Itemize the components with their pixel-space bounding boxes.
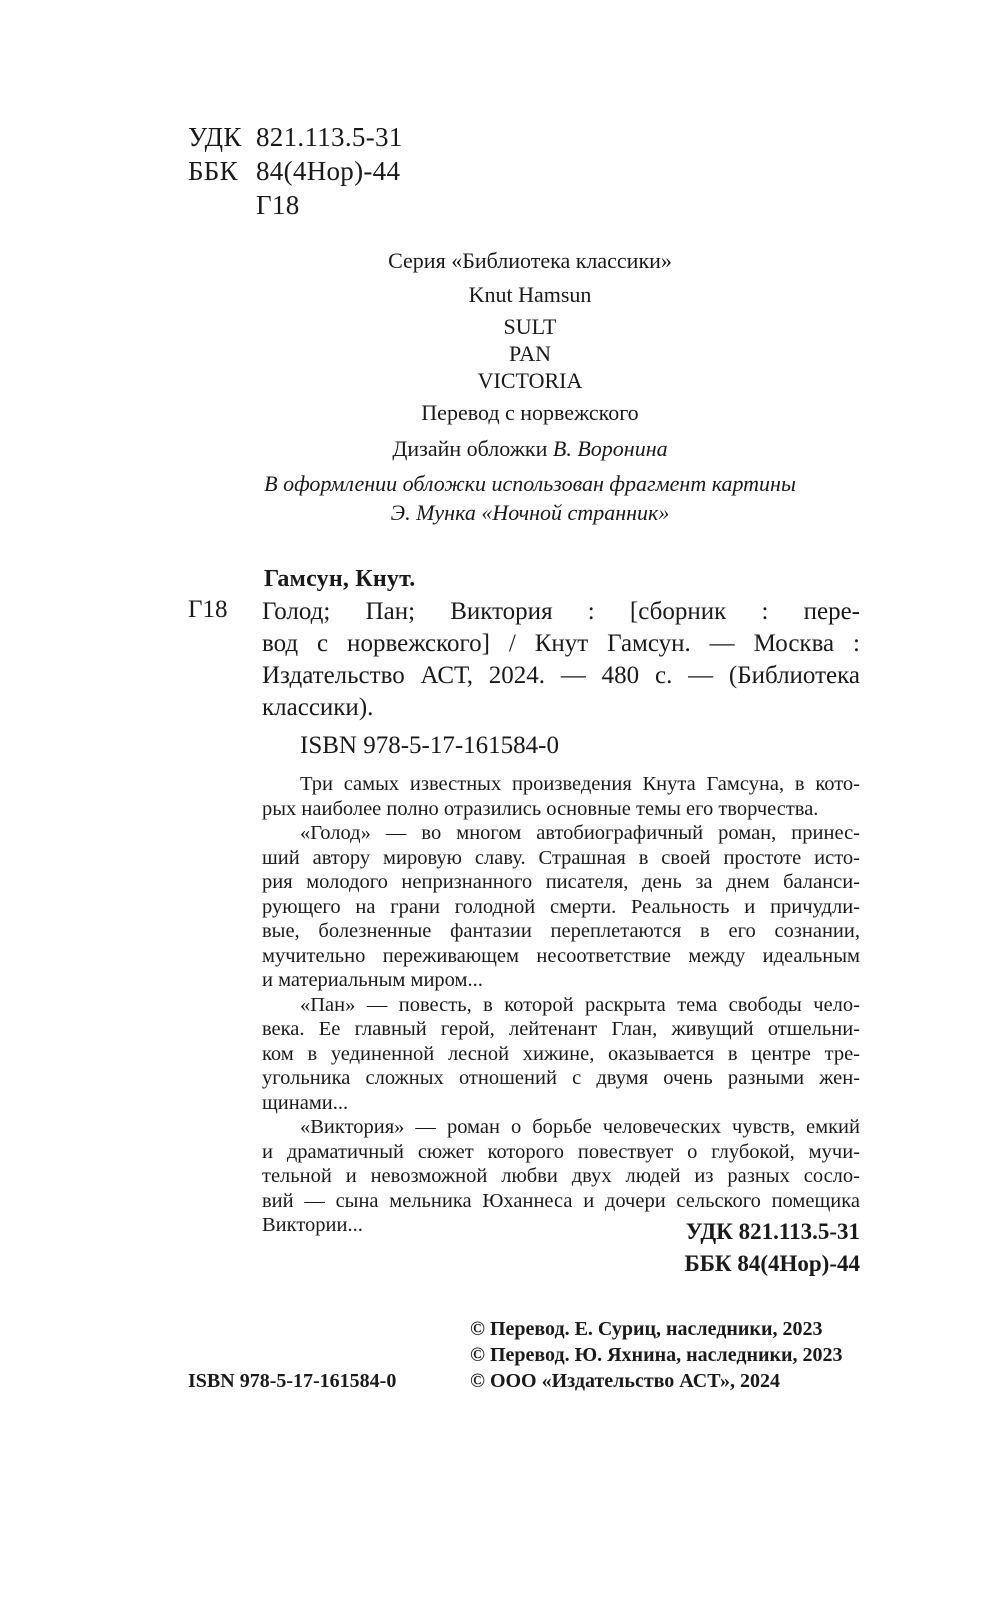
annotation-line: века. Ее главный герой, лейтенант Глан, живущий отшельни-	[262, 1018, 860, 1040]
bib-description-line: Голод; Пан; Виктория : [сборник : пере-	[262, 598, 860, 625]
annotation-line: и материальным миром...	[262, 969, 483, 991]
annotation-line: и драматичный сюжет которого повествует о глубокой, мучи-	[262, 1140, 860, 1163]
original-titles	[230, 313, 830, 394]
annotation-line: щинами...	[262, 1091, 349, 1114]
udk-row	[188, 120, 403, 154]
author-mark-top: Г18	[256, 190, 300, 220]
cover-art-note	[230, 469, 830, 527]
translation-note	[230, 400, 830, 426]
cover-design-credit	[230, 436, 830, 462]
isbn-bottom: ISBN 978-5-17-161584-0	[188, 1370, 397, 1392]
original-title: PAN	[509, 341, 551, 366]
annotation-line: Виктории...	[262, 1214, 363, 1236]
annotation-line: вий — сына мельника Юханнеса и дочери сельского помещика	[262, 1189, 860, 1212]
bib-author-mark: Г18	[188, 596, 228, 623]
annotation-line: ком в уединенной лесной хижине, оказывается в центре тре-	[262, 1042, 860, 1065]
annotation-line: Три самых известных произведения Кнута Гамсуна, в кото-	[300, 773, 860, 795]
series-title	[230, 248, 830, 274]
annotation	[262, 772, 860, 1238]
bbk-row	[188, 154, 403, 188]
bib-description-line: Издательство АСТ, 2024. — 480 с. — (Библиотека	[262, 662, 860, 689]
annotation-line: «Виктория» — роман о борьбе человеческих чувств, емкий	[300, 1116, 860, 1138]
copyright-line: © Перевод. Е. Суриц, наследники, 2023	[470, 1318, 823, 1340]
isbn-main: ISBN 978-5-17-161584-0	[300, 732, 560, 759]
cover-art-line: Э. Мунка «Ночной странник»	[390, 500, 670, 525]
bbk-value: 84(4Нор)-44	[256, 156, 401, 186]
annotation-line: тельной и невозможной любви двух людей из разных сосло-	[262, 1165, 860, 1187]
annotation-line: рия молодого непризнанного писателя, день за днем баланси-	[262, 871, 860, 893]
classification-bottom	[620, 1216, 860, 1280]
series-line: Серия «Библиотека классики»	[388, 248, 672, 273]
classification-top	[188, 120, 403, 222]
annotation-line: угольника сложных отношений с двумя очень разными жен-	[262, 1067, 860, 1089]
cover-art-line: В оформлении обложки использован фрагмент картины	[264, 471, 796, 496]
annotation-line: рующего на грани голодной смерти. Реальность и причудли-	[262, 895, 860, 918]
translation-line: Перевод с норвежского	[421, 400, 639, 425]
bib-description-line: классики).	[262, 694, 374, 721]
cover-design-prefix: Дизайн обложки	[392, 436, 553, 461]
udk-value: 821.113.5-31	[256, 122, 403, 152]
original-title: SULT	[503, 314, 557, 339]
udk-label: УДК	[188, 122, 242, 152]
udk-bottom: УДК 821.113.5-31	[685, 1219, 860, 1244]
bib-description	[262, 596, 860, 724]
annotation-line: рых наиболее полно отразились основные темы его творчества.	[262, 797, 819, 820]
original-author	[230, 282, 830, 308]
annotation-line: «Голод» — во многом автобиографичный роман, принес-	[300, 822, 860, 844]
annotation-line: ший автору мировую славу. Страшная в своей простоте исто-	[262, 846, 860, 869]
cover-design-line	[230, 436, 830, 462]
annotation-line: вые, болезненные фантазии переплетаются в его сознании,	[262, 920, 860, 942]
annotation-line: «Пан» — повесть, в которой раскрыта тема свободы чело-	[300, 993, 860, 1016]
original-title: VICTORIA	[477, 368, 583, 393]
copyright-line: © ООО «Издательство АСТ», 2024	[470, 1370, 781, 1392]
cover-designer: В. Воронина	[552, 436, 668, 461]
bbk-label: ББК	[188, 156, 238, 186]
copyright-line: © Перевод. Ю. Яхнина, наследники, 2023	[470, 1344, 843, 1366]
original-author-line: Knut Hamsun	[468, 282, 592, 307]
annotation-line: мучительно переживающем несоответствие между идеальным	[262, 944, 860, 967]
bib-author-heading: Гамсун, Кнут.	[264, 566, 416, 592]
bib-description-line: вод с норвежского] / Кнут Гамсун. — Москва :	[262, 630, 860, 657]
bbk-bottom: ББК 84(4Нор)-44	[684, 1251, 860, 1276]
copyright-block	[470, 1316, 843, 1394]
